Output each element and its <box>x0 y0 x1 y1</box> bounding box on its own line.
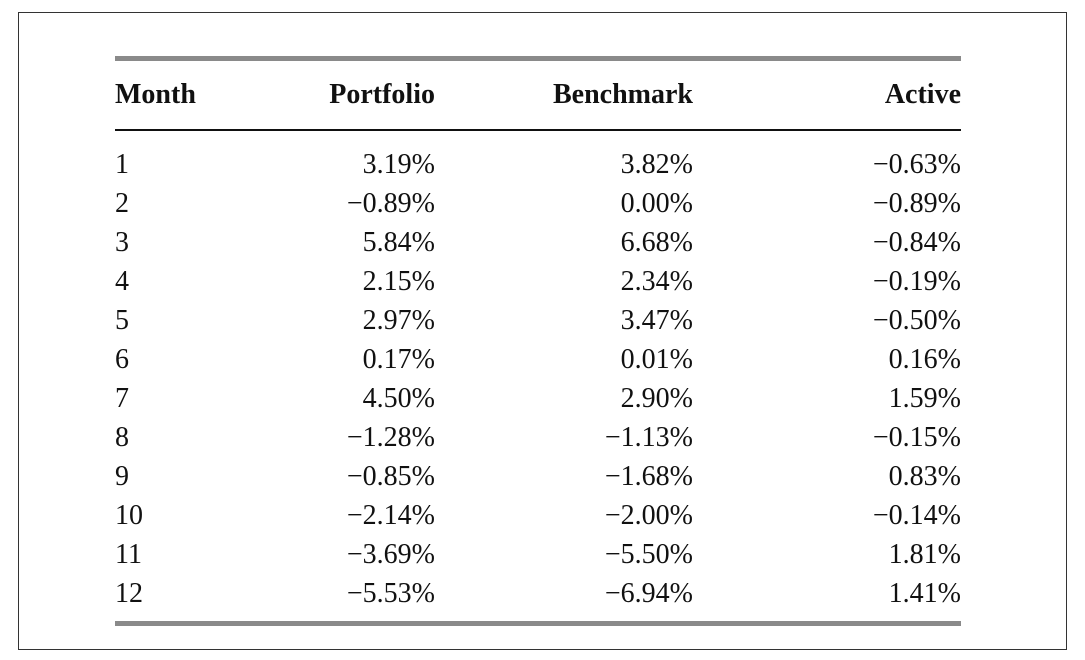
table-row <box>115 574 961 621</box>
table-row <box>115 379 961 418</box>
header-row <box>115 61 961 129</box>
cell-benchmark: −6.94% <box>604 578 693 609</box>
cell-active: 1.41% <box>888 578 961 609</box>
cell-portfolio: 2.97% <box>362 305 435 336</box>
cell-benchmark: 2.90% <box>620 383 693 414</box>
cell-active: −0.50% <box>872 305 961 336</box>
cell-active: 0.83% <box>888 461 961 492</box>
cell-benchmark: 2.34% <box>620 266 693 297</box>
cell-active: −0.19% <box>872 266 961 297</box>
cell-benchmark: 0.01% <box>620 344 693 375</box>
cell-active: 0.16% <box>888 344 961 375</box>
cell-month: 7 <box>115 383 129 414</box>
header-month: Month <box>115 79 196 110</box>
cell-portfolio: −2.14% <box>346 500 435 531</box>
cell-benchmark: −1.13% <box>604 422 693 453</box>
table-row <box>115 418 961 457</box>
cell-benchmark: −5.50% <box>604 539 693 570</box>
cell-benchmark: −1.68% <box>604 461 693 492</box>
returns-table <box>115 61 961 129</box>
cell-month: 1 <box>115 149 129 180</box>
cell-month: 4 <box>115 266 129 297</box>
table-row <box>115 340 961 379</box>
cell-month: 12 <box>115 578 143 609</box>
cell-month: 6 <box>115 344 129 375</box>
cell-month: 10 <box>115 500 143 531</box>
table-row <box>115 223 961 262</box>
cell-benchmark: −2.00% <box>604 500 693 531</box>
cell-portfolio: 2.15% <box>362 266 435 297</box>
header-active: Active <box>884 79 961 110</box>
table-row <box>115 184 961 223</box>
table-frame <box>18 12 1067 650</box>
cell-month: 3 <box>115 227 129 258</box>
cell-portfolio: 5.84% <box>362 227 435 258</box>
cell-portfolio: −0.85% <box>346 461 435 492</box>
cell-month: 8 <box>115 422 129 453</box>
cell-portfolio: 4.50% <box>362 383 435 414</box>
cell-active: −0.84% <box>872 227 961 258</box>
table-row <box>115 457 961 496</box>
cell-active: −0.63% <box>872 149 961 180</box>
header-benchmark: Benchmark <box>553 79 693 110</box>
cell-portfolio: −1.28% <box>346 422 435 453</box>
cell-benchmark: 0.00% <box>620 188 693 219</box>
cell-active: −0.14% <box>872 500 961 531</box>
bottom-rule <box>115 621 961 626</box>
table-row <box>115 535 961 574</box>
cell-portfolio: 3.19% <box>362 149 435 180</box>
cell-benchmark: 6.68% <box>620 227 693 258</box>
cell-month: 2 <box>115 188 129 219</box>
cell-portfolio: −3.69% <box>346 539 435 570</box>
table-row <box>115 301 961 340</box>
returns-table-container <box>115 56 961 626</box>
cell-benchmark: 3.47% <box>620 305 693 336</box>
returns-table-body <box>115 131 961 621</box>
cell-month: 5 <box>115 305 129 336</box>
table-row <box>115 262 961 301</box>
cell-active: −0.89% <box>872 188 961 219</box>
header-portfolio: Portfolio <box>329 79 435 110</box>
cell-portfolio: −0.89% <box>346 188 435 219</box>
cell-month: 11 <box>115 539 142 570</box>
cell-portfolio: −5.53% <box>346 578 435 609</box>
table-row <box>115 496 961 535</box>
cell-active: −0.15% <box>872 422 961 453</box>
cell-month: 9 <box>115 461 129 492</box>
cell-benchmark: 3.82% <box>620 149 693 180</box>
table-row <box>115 131 961 184</box>
cell-active: 1.81% <box>888 539 961 570</box>
cell-active: 1.59% <box>888 383 961 414</box>
cell-portfolio: 0.17% <box>362 344 435 375</box>
